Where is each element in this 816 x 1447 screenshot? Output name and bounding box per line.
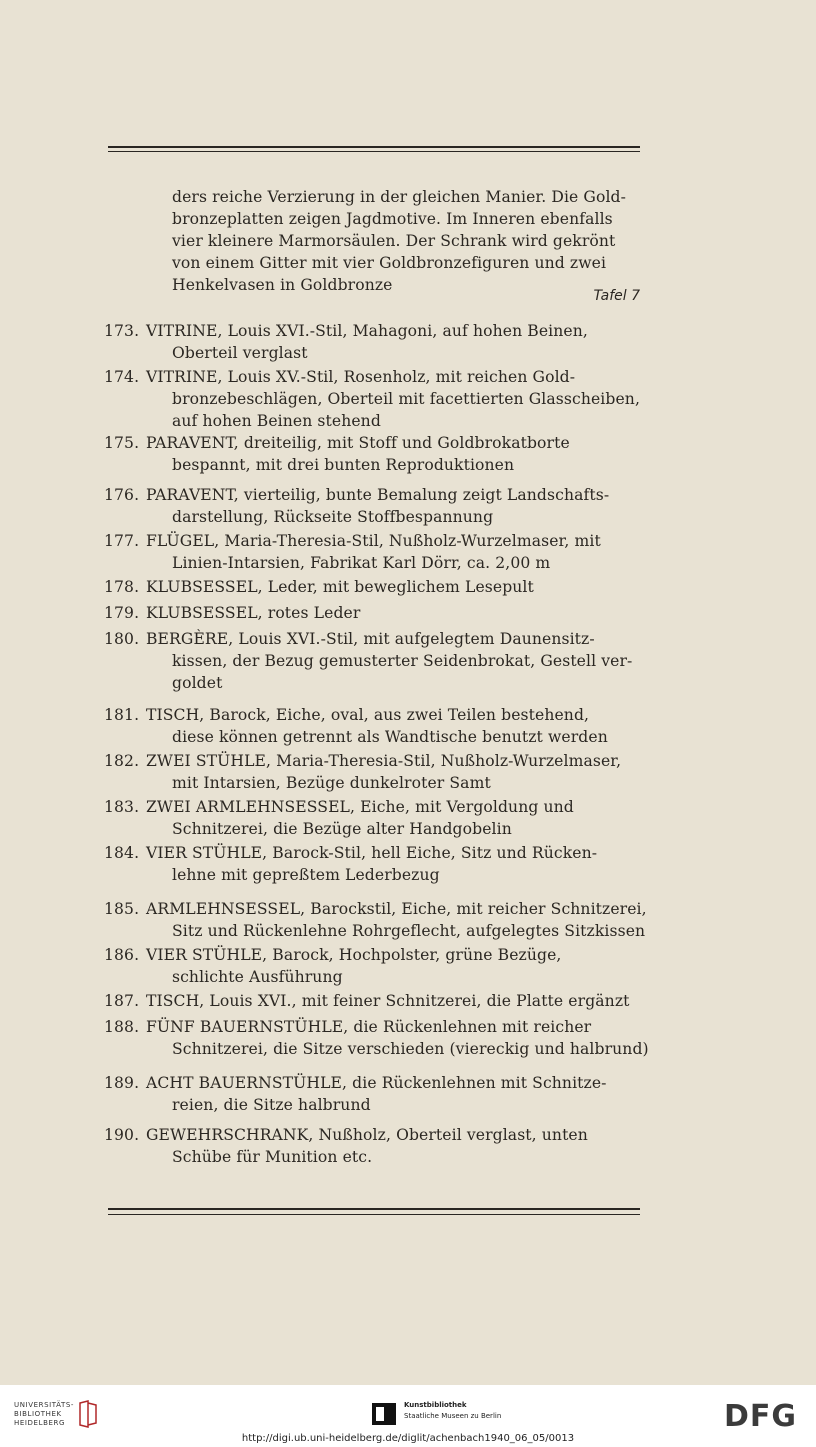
entry-title-line: KLUBSESSEL, Leder, mit beweglichem Lesepult	[146, 578, 534, 596]
intro-line: bronzeplatten zeigen Jagdmotive. Im Inneren ebenfalls	[172, 210, 613, 228]
entry-continuation-line: darstellung, Rückseite Stoffbespannung	[172, 508, 494, 526]
entry-continuation-line: bespannt, mit drei bunten Reproduktionen	[172, 456, 515, 474]
university-logo-icon	[76, 1399, 98, 1429]
entry-title-line: VITRINE, Louis XVI.-Stil, Mahagoni, auf hohen Beinen,	[146, 322, 588, 340]
entry-continuation-line: lehne mit gepreßtem Lederbezug	[172, 866, 440, 884]
entry-title-line: VIER STÜHLE, Barock, Hochpolster, grüne Bezüge,	[146, 946, 562, 964]
entry-title-line: BERGÈRE, Louis XVI.-Stil, mit aufgelegtem Daunensitz-	[146, 630, 595, 648]
intro-line: von einem Gitter mit vier Goldbronzefiguren und zwei	[172, 254, 607, 272]
university-line: BIBLIOTHEK	[14, 1410, 62, 1418]
bottom-rule	[108, 1208, 640, 1210]
entry-number: 179.	[104, 604, 140, 622]
entry-continuation-line: Schübe für Munition etc.	[172, 1148, 373, 1166]
university-line: HEIDELBERG	[14, 1419, 65, 1427]
entry-title-line: PARAVENT, dreiteilig, mit Stoff und Goldbrokatborte	[146, 434, 570, 452]
entry-number: 175.	[104, 434, 140, 452]
bottom-rule-thin	[108, 1214, 640, 1215]
university-line: UNIVERSITÄTS-	[14, 1401, 75, 1409]
intro-line: Henkelvasen in Goldbronze	[172, 276, 393, 294]
entry-number: 178.	[104, 578, 140, 596]
entry-title-line: VITRINE, Louis XV.-Stil, Rosenholz, mit reichen Gold-	[146, 368, 576, 386]
intro-line: ders reiche Verzierung in der gleichen Manier. Die Gold-	[172, 188, 627, 206]
entry-continuation-line: Schnitzerei, die Bezüge alter Handgobelin	[172, 820, 512, 838]
footer-bar	[0, 1385, 816, 1447]
entry-number: 182.	[104, 752, 140, 770]
entry-number: 177.	[104, 532, 140, 550]
plate-reference: Tafel 7	[593, 288, 640, 304]
source-url[interactable]: http://digi.ub.uni-heidelberg.de/diglit/achenbach1940_06_05/0013	[241, 1433, 575, 1444]
entry-continuation-line: auf hohen Beinen stehend	[172, 412, 381, 430]
intro-paragraph	[172, 186, 642, 296]
entry-title-line: ARMLEHNSESSEL, Barockstil, Eiche, mit reicher Schnitzerei,	[146, 900, 647, 918]
entry-number: 180.	[104, 630, 140, 648]
entry-number: 183.	[104, 798, 140, 816]
entry-number: 189.	[104, 1074, 140, 1092]
entry-number: 190.	[104, 1126, 140, 1144]
university-name	[14, 1401, 74, 1428]
museen-subtitle: Staatliche Museen zu Berlin	[404, 1412, 502, 1420]
entry-number: 174.	[104, 368, 140, 386]
entry-number: 187.	[104, 992, 140, 1010]
intro-line: vier kleinere Marmorsäulen. Der Schrank wird gekrönt	[172, 232, 616, 250]
entry-title-line: VIER STÜHLE, Barock-Stil, hell Eiche, Sitz und Rücken-	[146, 844, 598, 862]
entry-continuation-line: Schnitzerei, die Sitze verschieden (viereckig und halbrund)	[172, 1040, 649, 1058]
entry-continuation-line: Linien-Intarsien, Fabrikat Karl Dörr, ca. 2,00 m	[172, 554, 551, 572]
entry-number: 173.	[104, 322, 140, 340]
entry-title-line: ZWEI STÜHLE, Maria-Theresia-Stil, Nußholz-Wurzelmaser,	[146, 752, 622, 770]
top-rule	[108, 146, 640, 148]
entry-number: 188.	[104, 1018, 140, 1036]
entry-continuation-line: reien, die Sitze halbrund	[172, 1096, 371, 1114]
entry-number: 185.	[104, 900, 140, 918]
dfg-logo: DFG	[724, 1399, 798, 1434]
entry-continuation-line: goldet	[172, 674, 223, 692]
kunstbibliothek-title: Kunstbibliothek	[404, 1401, 467, 1409]
entry-title-line: PARAVENT, vierteilig, bunte Bemalung zeigt Landschafts-	[146, 486, 610, 504]
entry-title-line: FLÜGEL, Maria-Theresia-Stil, Nußholz-Wurzelmaser, mit	[146, 532, 601, 550]
entry-continuation-line: mit Intarsien, Bezüge dunkelroter Samt	[172, 774, 491, 792]
entry-continuation-line: bronzebeschlägen, Oberteil mit facettierten Glasscheiben,	[172, 390, 640, 408]
entry-title-line: GEWEHRSCHRANK, Nußholz, Oberteil verglast, unten	[146, 1126, 588, 1144]
kunstbibliothek-label	[404, 1400, 501, 1422]
entry-continuation-line: diese können getrennt als Wandtische benutzt werden	[172, 728, 608, 746]
entry-continuation-line: schlichte Ausführung	[172, 968, 343, 986]
kunstbibliothek-logo-icon	[372, 1403, 396, 1425]
entry-continuation-line: Sitz und Rückenlehne Rohrgeflecht, aufgelegtes Sitzkissen	[172, 922, 646, 940]
entry-title-line: TISCH, Barock, Eiche, oval, aus zwei Teilen bestehend,	[146, 706, 590, 724]
entry-title-line: FÜNF BAUERNSTÜHLE, die Rückenlehnen mit reicher	[146, 1018, 592, 1036]
entry-title-line: TISCH, Louis XVI., mit feiner Schnitzerei, die Platte ergänzt	[146, 992, 630, 1010]
entry-title-line: ACHT BAUERNSTÜHLE, die Rückenlehnen mit Schnitze-	[146, 1074, 607, 1092]
entry-title-line: ZWEI ARMLEHNSESSEL, Eiche, mit Vergoldung und	[146, 798, 574, 816]
entry-number: 181.	[104, 706, 140, 724]
entry-number: 176.	[104, 486, 140, 504]
entry-continuation-line: kissen, der Bezug gemusterter Seidenbrokat, Gestell ver-	[172, 652, 633, 670]
entry-number: 184.	[104, 844, 140, 862]
top-rule-thin	[108, 151, 640, 152]
entry-number: 186.	[104, 946, 140, 964]
entry-continuation-line: Oberteil verglast	[172, 344, 308, 362]
entry-title-line: KLUBSESSEL, rotes Leder	[146, 604, 361, 622]
